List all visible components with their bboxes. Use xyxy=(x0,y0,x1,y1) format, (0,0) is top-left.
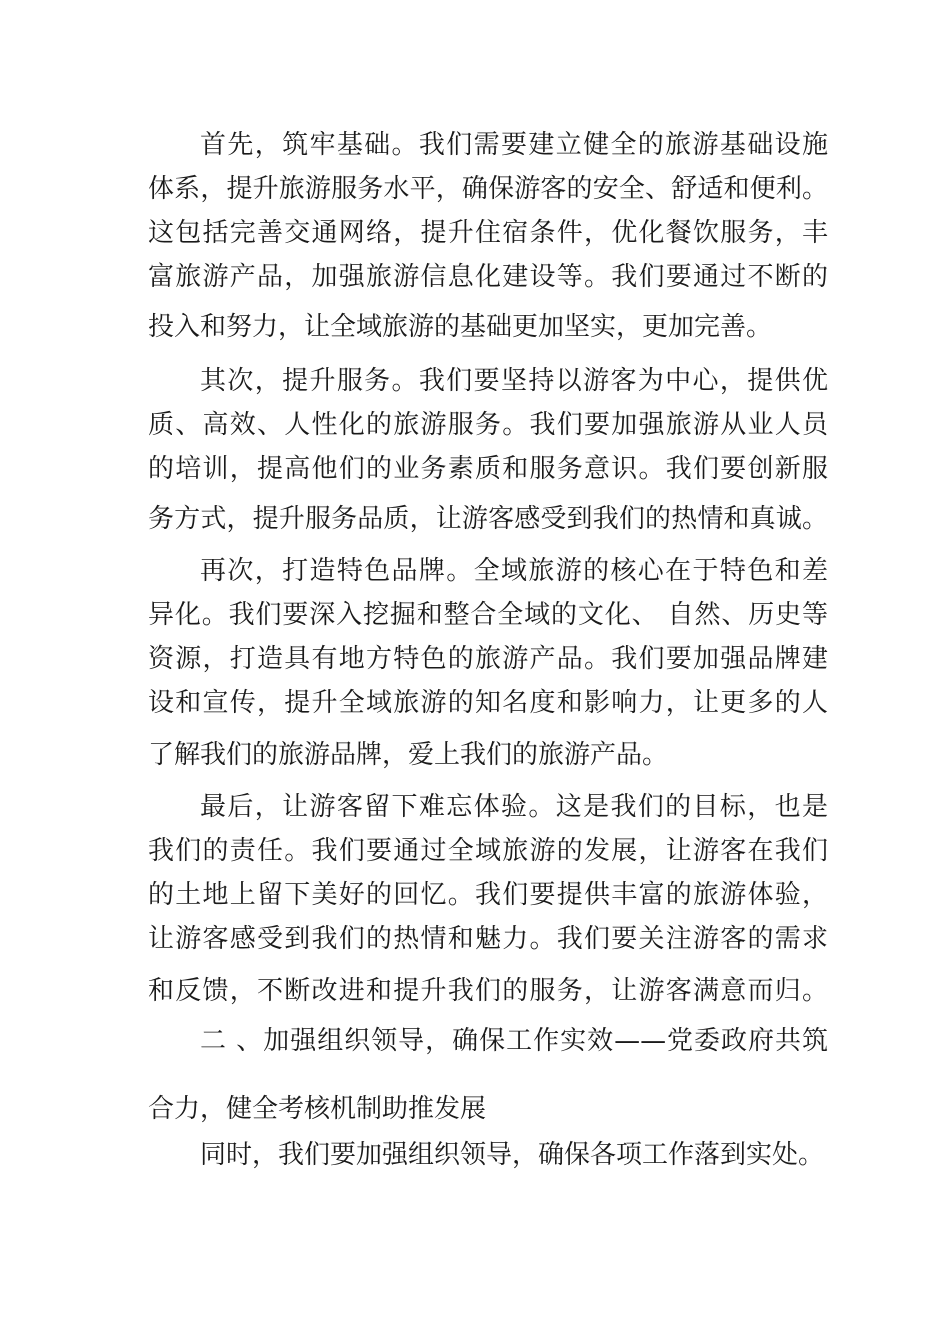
paragraph-line: 设和宣传，提升全域旅游的知名度和影响力，让更多的人 xyxy=(148,688,828,718)
paragraph-line: 质、高效、人性化的旅游服务。我们要加强旅游从业人员 xyxy=(148,410,828,440)
paragraph-line: 让游客感受到我们的热情和魅力。我们要关注游客的需求 xyxy=(148,924,828,954)
paragraph-line: 这包括完善交通网络，提升住宿条件，优化餐饮服务，丰 xyxy=(148,218,828,248)
section-heading-line: 合力，健全考核机制助推发展 xyxy=(148,1094,487,1124)
paragraph-line: 的培训，提高他们的业务素质和服务意识。我们要创新服 xyxy=(148,454,828,484)
paragraph-line: 体系，提升旅游服务水平，确保游客的安全、舒适和便利。 xyxy=(148,174,828,204)
paragraph-line: 富旅游产品，加强旅游信息化建设等。我们要通过不断的 xyxy=(148,262,828,292)
paragraph-line: 了解我们的旅游品牌，爱上我们的旅游产品。 xyxy=(148,740,669,770)
paragraph-line: 其次，提升服务。我们要坚持以游客为中心，提供优 xyxy=(200,366,828,396)
paragraph-line: 首先，筑牢基础。我们需要建立健全的旅游基础设施 xyxy=(200,130,828,160)
section-heading-line: 二 、加强组织领导，确保工作实效——党委政府共筑 xyxy=(200,1026,828,1056)
paragraph-line: 最后，让游客留下难忘体验。这是我们的目标，也是 xyxy=(200,792,828,822)
paragraph-line: 投入和努力，让全域旅游的基础更加坚实，更加完善。 xyxy=(148,312,773,342)
paragraph-line: 和反馈，不断改进和提升我们的服务，让游客满意而归。 xyxy=(148,976,828,1006)
paragraph-line: 我们的责任。我们要通过全域旅游的发展，让游客在我们 xyxy=(148,836,828,866)
paragraph-line: 的土地上留下美好的回忆。我们要提供丰富的旅游体验， xyxy=(148,880,828,910)
paragraph-line: 务方式，提升服务品质，让游客感受到我们的热情和真诚。 xyxy=(148,504,828,534)
paragraph-line: 同时，我们要加强组织领导，确保各项工作落到实处。 xyxy=(200,1140,825,1170)
paragraph-line: 再次，打造特色品牌。全域旅游的核心在于特色和差 xyxy=(200,556,828,586)
paragraph-line: 资源，打造具有地方特色的旅游产品。我们要加强品牌建 xyxy=(148,644,828,674)
paragraph-line: 异化。我们要深入挖掘和整合全域的文化、 自然、历史等 xyxy=(148,600,828,630)
